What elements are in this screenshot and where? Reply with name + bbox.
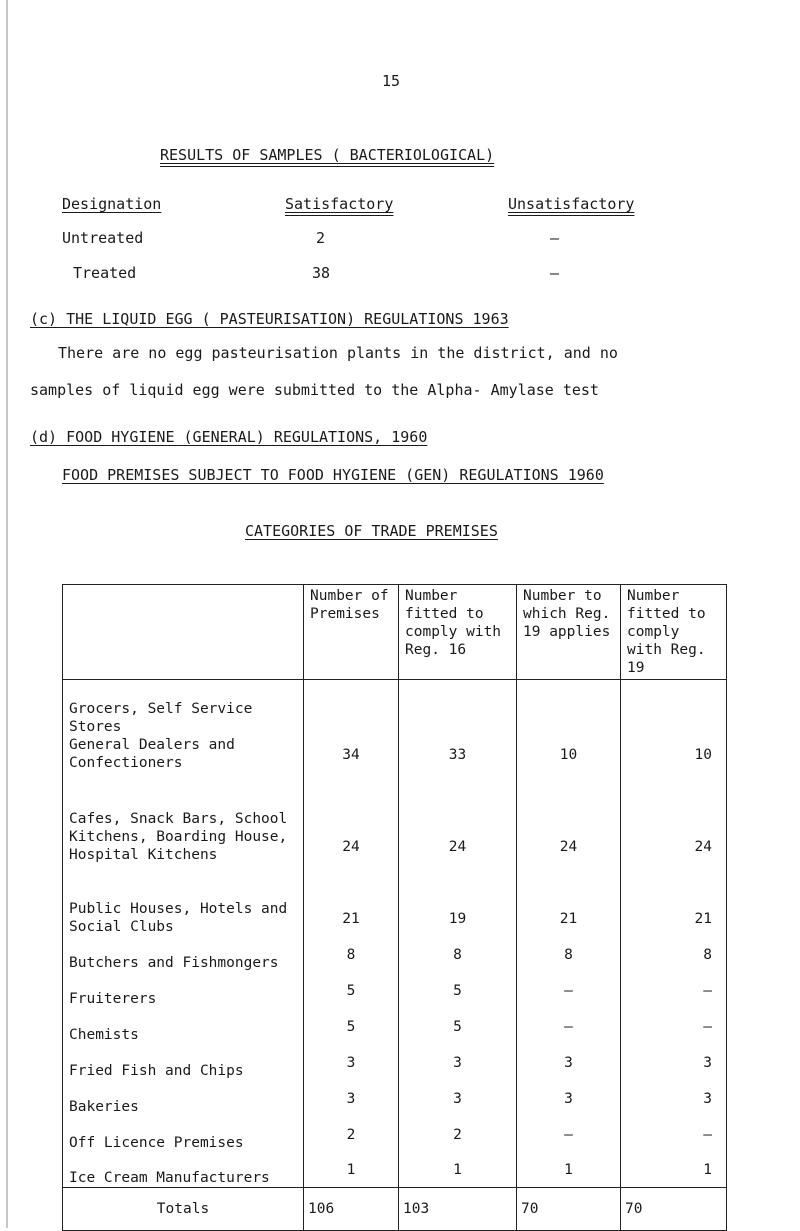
row-category-label — [63, 772, 304, 864]
categories-title: CATEGORIES OF TRADE PREMISES — [245, 522, 498, 540]
row-category-label — [63, 936, 304, 972]
cell-number-of-premises: 5 — [304, 972, 399, 1008]
cell-fitted-reg-19: 1 — [621, 1152, 727, 1188]
cell-reg-19-applies: 21 — [517, 864, 621, 936]
table-row — [63, 972, 727, 1008]
cell-fitted-reg-19: 21 — [621, 864, 727, 936]
cell-reg-19-applies: 3 — [517, 1044, 621, 1080]
cell-fitted-reg-16: 1 — [399, 1152, 517, 1188]
category-label-line: Bakeries — [69, 1098, 139, 1115]
table-header-row — [63, 585, 727, 680]
cell-number-of-premises: 5 — [304, 1008, 399, 1044]
designation-untreated: Untreated — [62, 229, 144, 247]
cell-fitted-reg-16: 3 — [399, 1080, 517, 1116]
cell-fitted-reg-16: 3 — [399, 1044, 517, 1080]
cell-reg-19-applies: 3 — [517, 1080, 621, 1116]
category-label-line: Ice Cream Manufacturers — [69, 1170, 270, 1186]
cell-fitted-reg-19: 24 — [621, 772, 727, 864]
category-label-line: Cafes, Snack Bars, School — [69, 810, 288, 827]
cell-fitted-reg-19: 3 — [621, 1080, 727, 1116]
header-reg-19-applies: Number to which Reg. 19 applies — [517, 585, 621, 680]
cell-fitted-reg-16: 24 — [399, 772, 517, 864]
category-label-line: Butchers and Fishmongers — [69, 954, 279, 971]
page-number: 15 — [382, 72, 401, 90]
table-row — [63, 772, 727, 864]
table-row — [63, 864, 727, 936]
cell-reg-19-applies: – — [517, 1008, 621, 1044]
cell-reg-19-applies: 10 — [517, 680, 621, 772]
row-category-label — [63, 1152, 304, 1188]
row-category-label — [63, 972, 304, 1008]
cell-reg-19-applies: 1 — [517, 1152, 621, 1188]
total-fitted-reg-19: 70 — [621, 1188, 727, 1231]
row-category-label — [63, 1116, 304, 1152]
header-designation: Designation — [62, 195, 162, 213]
category-label-line: Public Houses, Hotels and — [69, 900, 288, 917]
row-category-label — [63, 864, 304, 936]
header-fitted-reg-16: Number fitted to comply with Reg. 16 — [399, 585, 517, 680]
cell-fitted-reg-19: – — [621, 1008, 727, 1044]
trade-premises-table — [62, 584, 727, 1231]
category-label-line: Fruiterers — [69, 990, 157, 1007]
header-number-of-premises: Number of Premises — [304, 585, 399, 680]
table-row — [63, 1116, 727, 1152]
table-row — [63, 1044, 727, 1080]
table-row — [63, 680, 727, 772]
cell-reg-19-applies: 24 — [517, 772, 621, 864]
category-label-line: Hospital Kitchens — [69, 846, 218, 863]
cell-fitted-reg-16: 19 — [399, 864, 517, 936]
totals-label: Totals — [63, 1188, 304, 1231]
cell-reg-19-applies: 8 — [517, 936, 621, 972]
totals-row — [63, 1188, 727, 1231]
section-d-heading: (d) FOOD HYGIENE (GENERAL) REGULATIONS, 1960 — [30, 428, 428, 446]
cell-fitted-reg-16: 5 — [399, 972, 517, 1008]
section-c-line-1: There are no egg pasteurisation plants in the district, and no — [58, 344, 618, 362]
table-row — [63, 1152, 727, 1188]
cell-fitted-reg-19: 8 — [621, 936, 727, 972]
cell-number-of-premises: 21 — [304, 864, 399, 936]
section-d-subheading: FOOD PREMISES SUBJECT TO FOOD HYGIENE (GEN) REGULATIONS 1960 — [62, 466, 604, 484]
header-satisfactory: Satisfactory — [285, 195, 394, 213]
table-row — [63, 936, 727, 972]
section-c-line-2: samples of liquid egg were submitted to the Alpha- Amylase test — [30, 381, 599, 399]
satisfactory-untreated: 2 — [316, 229, 326, 247]
unsatisfactory-untreated: – — [550, 229, 560, 247]
cell-fitted-reg-16: 2 — [399, 1116, 517, 1152]
cell-number-of-premises: 3 — [304, 1080, 399, 1116]
cell-fitted-reg-19: – — [621, 1116, 727, 1152]
cell-fitted-reg-19: – — [621, 972, 727, 1008]
header-unsatisfactory: Unsatisfactory — [508, 195, 635, 213]
cell-number-of-premises: 8 — [304, 936, 399, 972]
category-label-line: Grocers, Self Service Stores — [69, 700, 253, 735]
category-label-line: Social Clubs — [69, 918, 174, 935]
header-fitted-reg-19: Number fitted to comply with Reg. 19 — [621, 585, 727, 680]
bacteriological-title: RESULTS OF SAMPLES ( BACTERIOLOGICAL) — [160, 146, 495, 164]
row-category-label — [63, 1080, 304, 1116]
designation-treated: Treated — [73, 264, 137, 282]
cell-fitted-reg-19: 3 — [621, 1044, 727, 1080]
cell-fitted-reg-16: 33 — [399, 680, 517, 772]
unsatisfactory-treated: – — [550, 264, 560, 282]
category-label-line: Kitchens, Boarding House, — [69, 828, 288, 845]
cell-fitted-reg-19: 10 — [621, 680, 727, 772]
cell-number-of-premises: 1 — [304, 1152, 399, 1188]
cell-number-of-premises: 3 — [304, 1044, 399, 1080]
category-label-line: Confectioners — [69, 754, 183, 771]
page-edge-shadow — [6, 0, 8, 1228]
row-category-label — [63, 680, 304, 772]
cell-fitted-reg-16: 5 — [399, 1008, 517, 1044]
total-premises: 106 — [304, 1188, 399, 1231]
section-c-heading: (c) THE LIQUID EGG ( PASTEURISATION) REGULATIONS 1963 — [30, 310, 509, 328]
row-category-label — [63, 1008, 304, 1044]
cell-number-of-premises: 24 — [304, 772, 399, 864]
cell-number-of-premises: 2 — [304, 1116, 399, 1152]
total-reg-19-applies: 70 — [517, 1188, 621, 1231]
cell-reg-19-applies: – — [517, 972, 621, 1008]
category-label-line: Chemists — [69, 1026, 139, 1043]
header-category — [63, 585, 304, 680]
cell-number-of-premises: 34 — [304, 680, 399, 772]
row-category-label — [63, 1044, 304, 1080]
total-fitted-reg-16: 103 — [399, 1188, 517, 1231]
table-row — [63, 1080, 727, 1116]
cell-fitted-reg-16: 8 — [399, 936, 517, 972]
category-label-line: General Dealers and — [69, 736, 235, 753]
cell-reg-19-applies: – — [517, 1116, 621, 1152]
category-label-line: Fried Fish and Chips — [69, 1062, 244, 1079]
table-row — [63, 1008, 727, 1044]
category-label-line: Off Licence Premises — [69, 1134, 244, 1151]
satisfactory-treated: 38 — [312, 264, 331, 282]
